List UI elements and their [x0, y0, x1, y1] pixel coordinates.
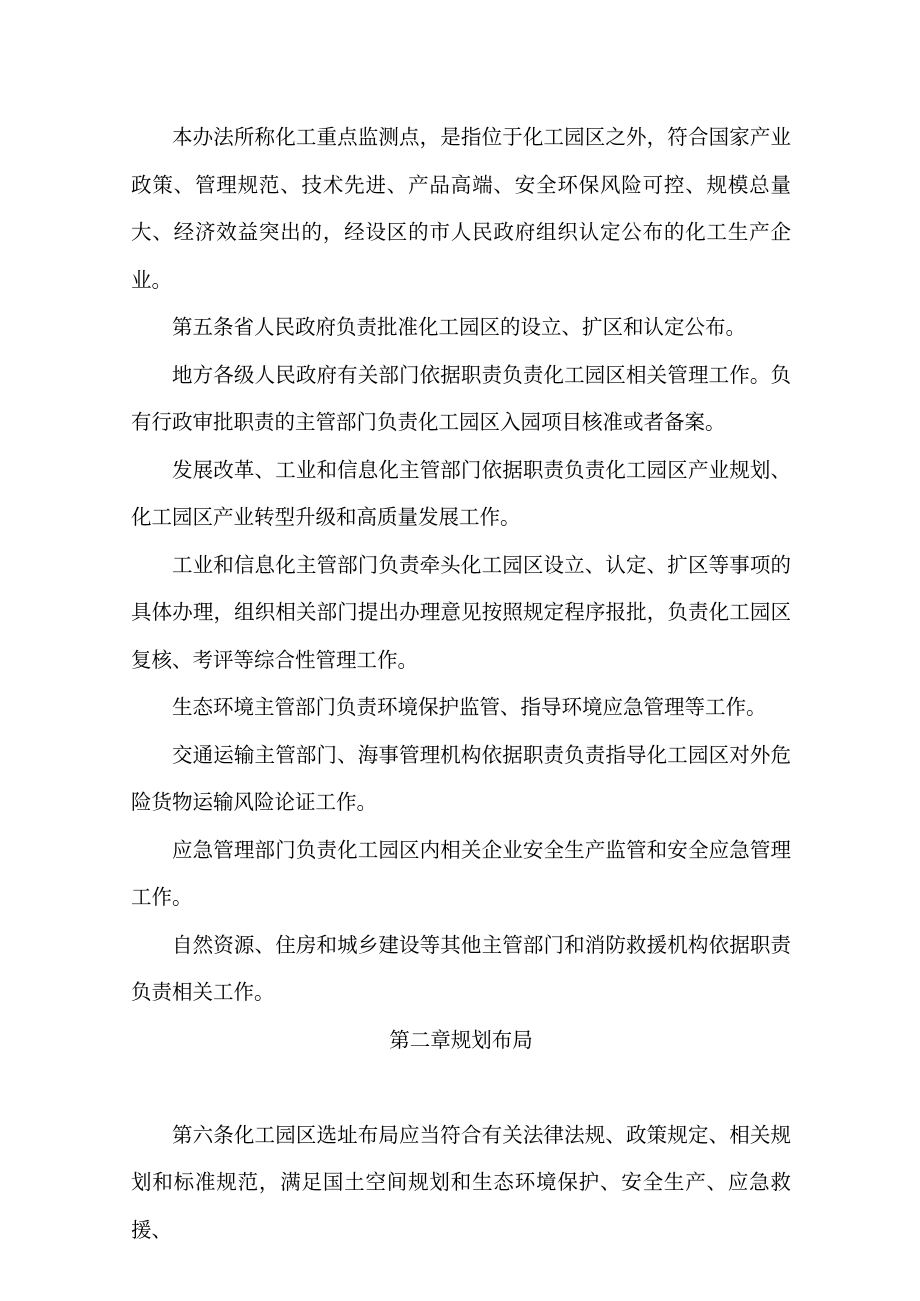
- paragraph-industry-it-duties: 工业和信息化主管部门负责牵头化工园区设立、认定、扩区等事项的具体办理，组织相关部门提出办理意见按照规定程序报批，负责化工园区复核、考评等综合性管理工作。: [131, 552, 791, 672]
- paragraph-article-5: 第五条省人民政府负责批准化工园区的设立、扩区和认定公布。: [172, 315, 746, 339]
- paragraph-ecology-environment-duties: 生态环境主管部门负责环境保护监管、指导环境应急管理等工作。: [172, 695, 767, 719]
- paragraph-other-departments-duties: 自然资源、住房和城乡建设等其他主管部门和消防救援机构依据职责负责相关工作。: [131, 932, 791, 1004]
- paragraph-local-government-duties: 地方各级人民政府有关部门依据职责负责化工园区相关管理工作。负有行政审批职责的主管部门负责化工园区入园项目核准或者备案。: [131, 362, 791, 434]
- paragraph-emergency-management-duties: 应急管理部门负责化工园区内相关企业安全生产监管和安全应急管理工作。: [131, 837, 791, 909]
- paragraph-article-6: 第六条化工园区选址布局应当符合有关法律法规、政策规定、相关规划和标准规范，满足国土空间规划和生态环境保护、安全生产、应急救援、: [131, 1122, 791, 1242]
- paragraph-development-reform-duties: 发展改革、工业和信息化主管部门依据职责负责化工园区产业规划、化工园区产业转型升级和高质量发展工作。: [131, 457, 791, 529]
- document-body: [131, 114, 791, 1254]
- paragraph-transport-maritime-duties: 交通运输主管部门、海事管理机构依据职责负责指导化工园区对外危险货物运输风险论证工作。: [131, 742, 791, 814]
- chapter-heading: 第二章规划布局: [389, 1027, 533, 1052]
- paragraph-key-monitoring-point: 本办法所称化工重点监测点，是指位于化工园区之外，符合国家产业政策、管理规范、技术先进、产品高端、安全环保风险可控、规模总量大、经济效益突出的，经设区的市人民政府组织认定公布的化工生产企业。: [131, 125, 791, 292]
